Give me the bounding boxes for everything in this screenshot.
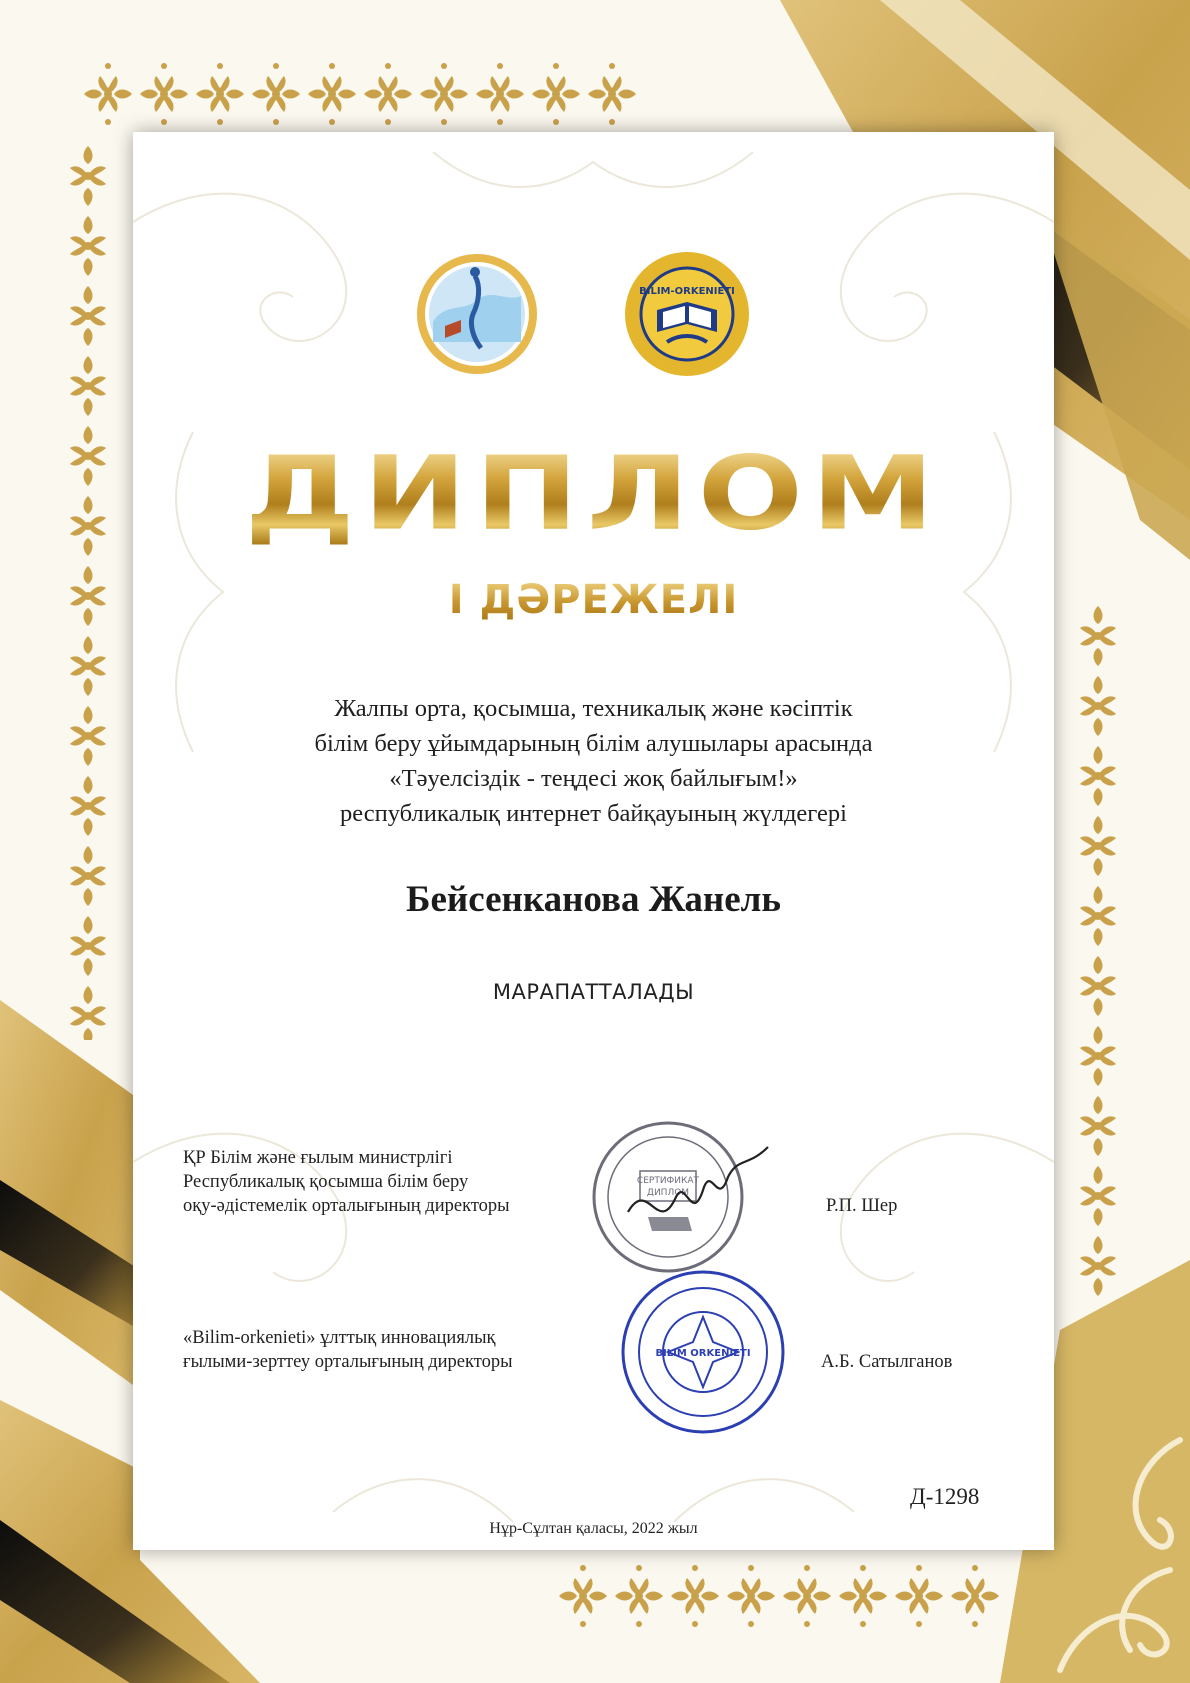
recipient-name: Бейсенканова Жанель (406, 879, 781, 920)
education-center-logo (415, 252, 539, 376)
diploma-title: ДИПЛОМ (133, 443, 1054, 545)
official-stamp (618, 1267, 788, 1437)
left-ornament-border (52, 140, 124, 1040)
top-ornament-border (80, 58, 640, 130)
signatory-title-line: ҚР Білім және ғылым министрлігі (183, 1148, 453, 1168)
stamp-text: ДИПЛОМ (646, 1188, 690, 1198)
diploma-number: Д-1298 (910, 1484, 980, 1509)
right-ornament-border (1062, 600, 1134, 1320)
degree-label: І ДӘРЕЖЕЛІ (133, 577, 1054, 623)
diploma-card (133, 132, 1054, 1550)
description-line: республикалық интернет байқауының жүлдегері (340, 800, 847, 827)
bottom-ornament-border (555, 1560, 1035, 1632)
signatory-title-line: ғылыми-зерттеу орталығының директоры (183, 1352, 513, 1372)
signatory-title-line: Республикалық қосымша білім беру (183, 1172, 469, 1192)
stamp-text: BILIM ORKENIETI (655, 1348, 751, 1359)
bilim-orkenieti-logo-text: BILIM-ORKENIETI (639, 286, 735, 297)
award-label: МАРАПАТТАЛАДЫ (492, 980, 695, 1004)
city-year: Нұр-Сұлтан қаласы, 2022 жыл (489, 1520, 698, 1537)
signatory-name: Р.П. Шер (826, 1196, 898, 1216)
description-line: «Тәуелсіздік - теңдесі жоқ байлығым!» (389, 765, 798, 792)
description-line: білім беру ұйымдарының білім алушылары арасында (314, 730, 873, 757)
bilim-orkenieti-logo (623, 250, 751, 378)
official-stamp (588, 1117, 778, 1277)
signatory-title-line: оқу-әдістемелік орталығының директоры (183, 1196, 510, 1216)
description-line: Жалпы орта, қосымша, техникалық және кәсіптік (334, 695, 853, 722)
stamp-text: СЕРТИФИКАТ (636, 1176, 700, 1186)
signatory-name: А.Б. Сатылганов (821, 1352, 953, 1372)
signatory-title-line: «Bilim-orkenieti» ұлттық инновациялық (183, 1328, 496, 1348)
